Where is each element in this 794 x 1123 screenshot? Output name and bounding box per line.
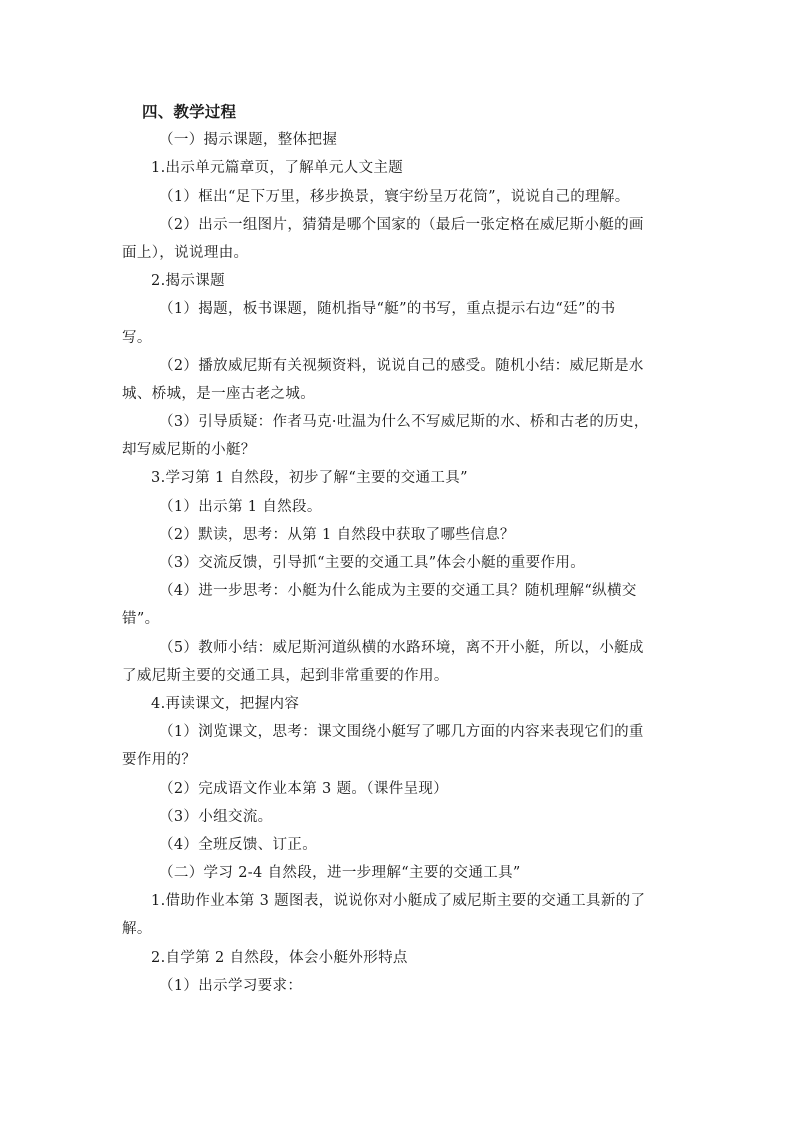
step-item-continuation: 面上），说说理由。 (122, 244, 249, 261)
step-item-continuation: 了威尼斯主要的交通工具，起到非常重要的作用。 (122, 667, 449, 684)
step-item: （2）完成语文作业本第 3 题。（课件呈现） (159, 780, 449, 797)
step-item-continuation: 错”。 (122, 611, 160, 628)
step-item-continuation: 却写威尼斯的小艇？ (122, 442, 256, 459)
step-item: （4）进一步思考：小艇为什么能成为主要的交通工具？随机理解“纵横交 (159, 583, 637, 600)
subsection-title: （一）揭示课题，整体把握 (159, 132, 338, 149)
step-title: 4.再读课文，把握内容 (151, 695, 300, 712)
step-title: 2.自学第 2 自然段，体会小艇外形特点 (151, 949, 408, 966)
step-title-continuation: 解。 (122, 921, 152, 938)
step-item-continuation: 城、桥城，是一座古老之城。 (122, 385, 316, 402)
step-title: 1.出示单元篇章页，了解单元人文主题 (151, 160, 404, 177)
subsection-title: （二）学习 2-4 自然段，进一步理解“主要的交通工具” (159, 865, 521, 882)
step-title: 2.揭示课题 (151, 273, 225, 290)
lesson-content (122, 98, 682, 1000)
step-title: 3.学习第 1 自然段，初步了解“主要的交通工具” (151, 470, 468, 487)
step-item: （2）默读，思考：从第 1 自然段中获取了哪些信息？ (159, 526, 515, 543)
step-item: （3）小组交流。 (159, 808, 273, 825)
step-item: （3）交流反馈，引导抓“主要的交通工具”体会小艇的重要作用。 (159, 555, 586, 571)
step-item: （1）框出“足下万里，移步换景，寰宇纷呈万花筒”，说说自己的理解。 (159, 188, 630, 205)
step-item: （5）教师小结：威尼斯河道纵横的水路环境，离不开小艇，所以，小艇成 (159, 639, 644, 656)
step-item: （3）引导质疑：作者马克·吐温为什么不写威尼斯的水、桥和古老的历史， (159, 414, 649, 431)
step-item: （2）播放威尼斯有关视频资料，说说自己的感受。随机小结：威尼斯是水 (159, 357, 644, 374)
step-item-continuation: 写。 (122, 329, 152, 346)
step-item: （2）出示一组图片，猜猜是哪个国家的（最后一张定格在威尼斯小艇的画 (159, 216, 644, 233)
step-item: （1）出示第 1 自然段。 (159, 498, 322, 515)
step-item: （4）全班反馈、订正。 (159, 836, 318, 853)
step-title: 1.借助作业本第 3 题图表，说说你对小艇成了威尼斯主要的交通工具新的了 (151, 893, 646, 910)
step-item: （1）出示学习要求： (159, 977, 303, 994)
step-item: （1）揭题，板书课题，随机指导“艇”的书写，重点提示右边“廷”的书 (159, 301, 616, 318)
section-heading: 四、教学过程 (142, 103, 237, 121)
step-item: （1）浏览课文，思考：课文围绕小艇写了哪几方面的内容来表现它们的重 (159, 724, 644, 741)
step-item-continuation: 要作用的？ (122, 752, 197, 769)
